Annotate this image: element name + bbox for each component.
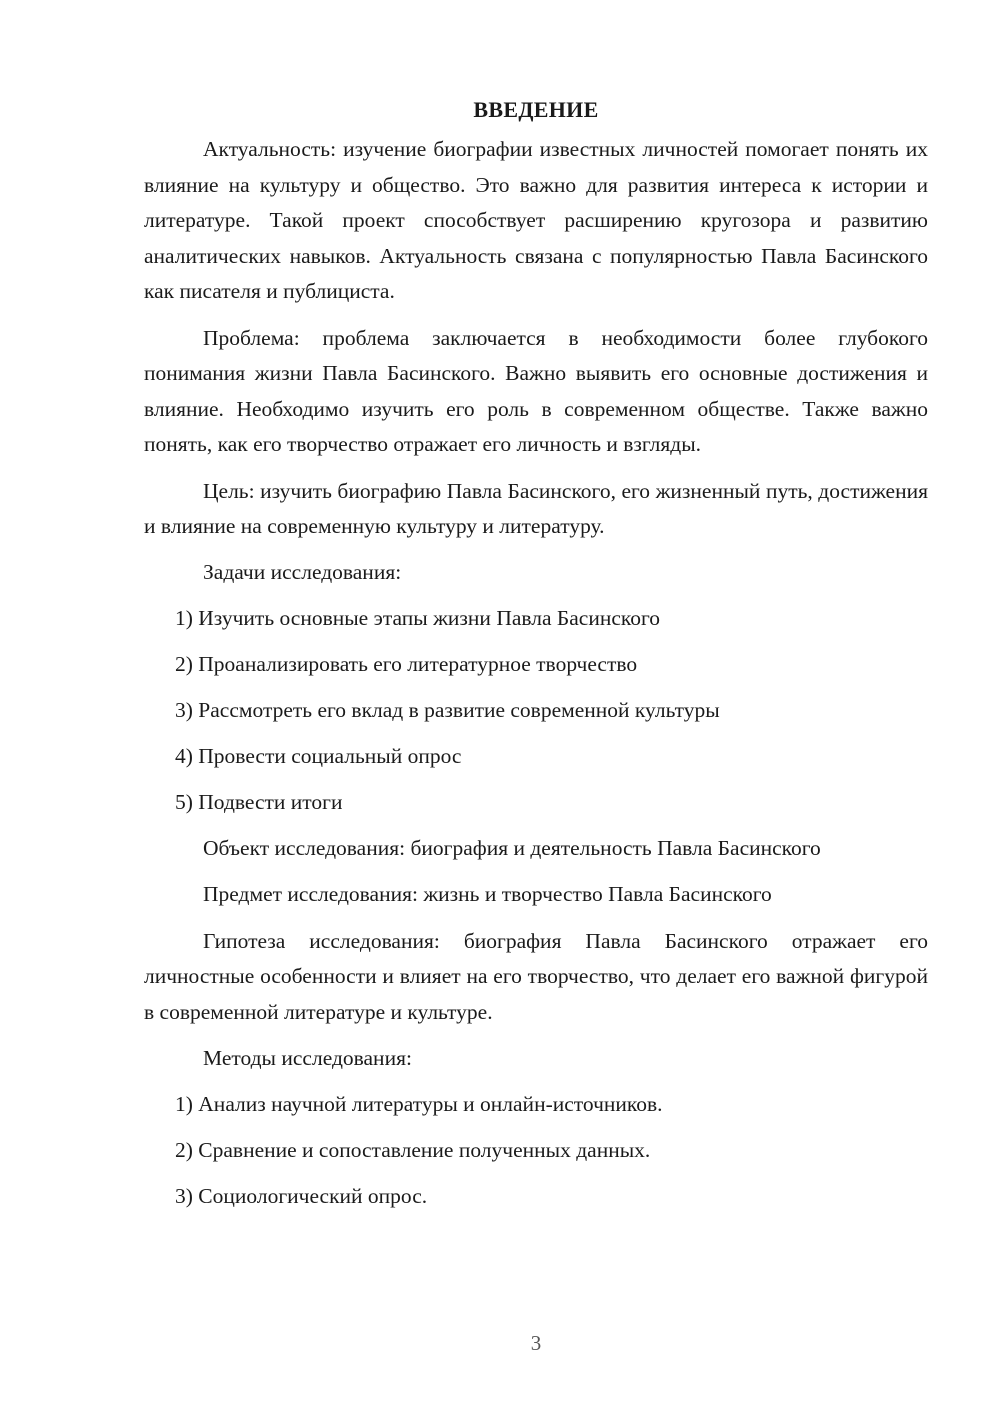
list-item: 1) Изучить основные этапы жизни Павла Басинского (175, 606, 661, 630)
tasks-heading: Задачи исследования: (203, 560, 402, 584)
list-item: 3) Социологический опрос. (175, 1183, 428, 1208)
list-item: 5) Подвести итоги (175, 790, 343, 814)
methods-list (144, 1087, 928, 1215)
methods-heading: Методы исследования: (203, 1045, 412, 1070)
page-title: ВВЕДЕНИЕ (473, 97, 599, 122)
list-item: 3) Рассмотреть его вклад в развитие современной культуры (175, 698, 720, 722)
page-number: 3 (530, 1331, 542, 1355)
goal-paragraph: Цель: изучить биографию Павла Басинского, его жизненный путь, достижения и влияние на современную культуру и литературу. (144, 478, 928, 538)
list-item: 2) Сравнение и сопоставление полученных данных. (175, 1137, 651, 1162)
object-line: Объект исследования: биография и деятельность Павла Басинского (203, 836, 821, 860)
list-item: 4) Провести социальный опрос (175, 744, 462, 768)
tasks-list (144, 601, 928, 821)
hypothesis-paragraph: Гипотеза исследования: биография Павла Басинского отражает его личностные особенности и влияет на его творчество, что делает его важной фигурой в современной литературе и культуре. (144, 928, 928, 1024)
list-item: 2) Проанализировать его литературное творчество (175, 652, 638, 676)
relevance-paragraph: Актуальность: изучение биографии известных личностей помогает понять их влияние на культуру и общество. Это важно для развития интереса к истории и литературе. Такой проект способствует расширению кругозора и развитию аналитических навыков. Актуальность связана с популярностью Павла Басинского как писателя и публициста. (144, 137, 928, 303)
document-page (144, 92, 928, 1214)
problem-paragraph: Проблема: проблема заключается в необходимости более глубокого понимания жизни Павла Басинского. Важно выявить его основные достижения и влияние. Необходимо изучить его роль в современном обществе. Также важно понять, как его творчество отражает его личность и взгляды. (144, 325, 928, 456)
list-item: 1) Анализ научной литературы и онлайн-источников. (175, 1091, 663, 1116)
subject-line: Предмет исследования: жизнь и творчество Павла Басинского (203, 882, 772, 906)
